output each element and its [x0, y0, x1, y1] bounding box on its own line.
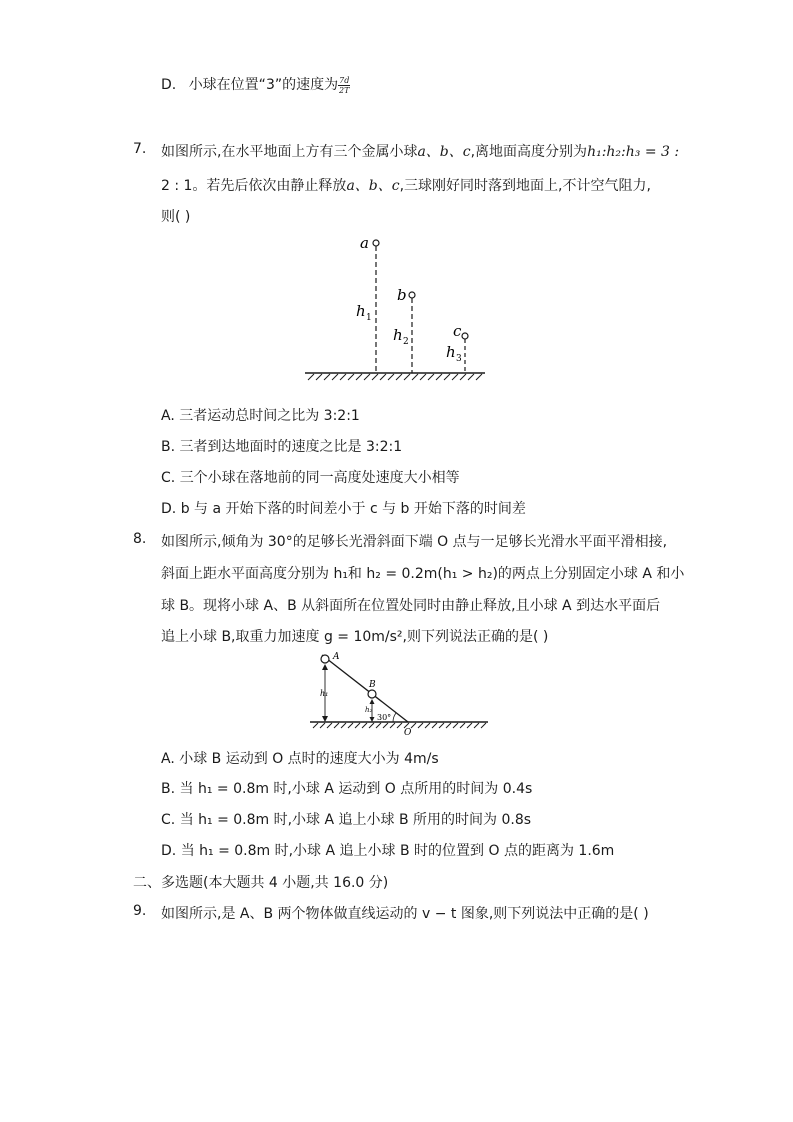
label-B: B: [369, 680, 376, 690]
q7-line3: 则( ): [161, 209, 191, 225]
q7-option-c: C. 三个小球在落地前的同一高度处速度大小相等: [161, 470, 460, 486]
q8-line2: 斜面上距水平面高度分别为 h₁和 h₂ = 0.2m(h₁ > h₂)的两点上分别固定小球 A 和小: [161, 566, 685, 582]
q7-line1: 如图所示,在水平地面上方有三个金属小球a、b、c,离地面高度分别为h₁:h₂:h₃ = 3 :: [161, 144, 680, 160]
label-h1-sub: 1: [366, 313, 372, 323]
q8-option-b: B. 当 h₁ = 0.8m 时,小球 A 运动到 O 点所用的时间为 0.4s: [161, 781, 533, 797]
q7-option-d: D. b 与 a 开始下落的时间差小于 c 与 b 开始下落的时间差: [161, 501, 526, 517]
label-A: A: [333, 652, 340, 662]
q7-figure: [300, 230, 490, 382]
prev-option-d: D. 小球在位置“3”的速度为 $\frac{7d}{2T}$: [161, 75, 350, 95]
ball-A: [321, 655, 329, 663]
q8-line3: 球 B。现将小球 A、B 从斜面所在位置处同时由静止释放,且小球 A 到达水平面后: [161, 598, 661, 614]
q9-line1: 如图所示,是 A、B 两个物体做直线运动的 v − t 图象,则下列说法中正确的是( ): [161, 906, 649, 922]
q8-option-c: C. 当 h₁ = 0.8m 时,小球 A 追上小球 B 所用的时间为 0.8s: [161, 812, 532, 828]
section-title: 二、多选题(本大题共 4 小题,共 16.0 分): [133, 875, 389, 891]
ball-b: [409, 292, 415, 298]
angle-arc: [393, 713, 396, 722]
label-a: a: [360, 234, 369, 252]
ground-hatch-2: [313, 723, 486, 728]
q8-number: 8.: [133, 531, 147, 547]
label-h3: h: [446, 343, 456, 361]
label-h3-sub: 3: [456, 354, 462, 364]
label-h2-sub: 2: [403, 337, 409, 347]
label-O: O: [404, 728, 412, 738]
label-h2-q8: h₂: [365, 706, 373, 714]
q8-line4: 追上小球 B,取重力加速度 g = 10m/s²,则下列说法正确的是( ): [161, 629, 549, 645]
label-c: c: [453, 322, 462, 340]
q8-figure: [305, 650, 495, 738]
velocity-fraction: $\frac{7d}{2T}$: [339, 75, 350, 95]
q7-line2: 2 : 1。若先后依次由静止释放a、b、c,三球刚好同时落到地面上,不计空气阻力,: [161, 178, 651, 194]
q8-option-d: D. 当 h₁ = 0.8m 时,小球 A 追上小球 B 时的位置到 O 点的距离为 1.6m: [161, 843, 615, 859]
label-angle: 30°: [377, 713, 392, 722]
q7-option-b: B. 三者到达地面时的速度之比是 3:2:1: [161, 439, 403, 455]
q8-option-a: A. 小球 B 运动到 O 点时的速度大小为 4m/s: [161, 751, 439, 767]
q7-option-a: A. 三者运动总时间之比为 3:2:1: [161, 408, 360, 424]
ball-B: [368, 690, 376, 698]
q8-line1: 如图所示,倾角为 30°的足够长光滑斜面下端 O 点与一足够长光滑水平面平滑相接,: [161, 534, 668, 550]
q9-number: 9.: [133, 903, 147, 919]
label-b: b: [397, 286, 407, 304]
ground-hatch: [308, 374, 482, 380]
label-h2: h: [393, 326, 403, 344]
q7-number: 7.: [133, 141, 147, 157]
label-h1-q8: h₁: [320, 689, 329, 698]
label-h1: h: [356, 302, 366, 320]
ball-a: [373, 240, 379, 246]
ball-c: [462, 333, 468, 339]
